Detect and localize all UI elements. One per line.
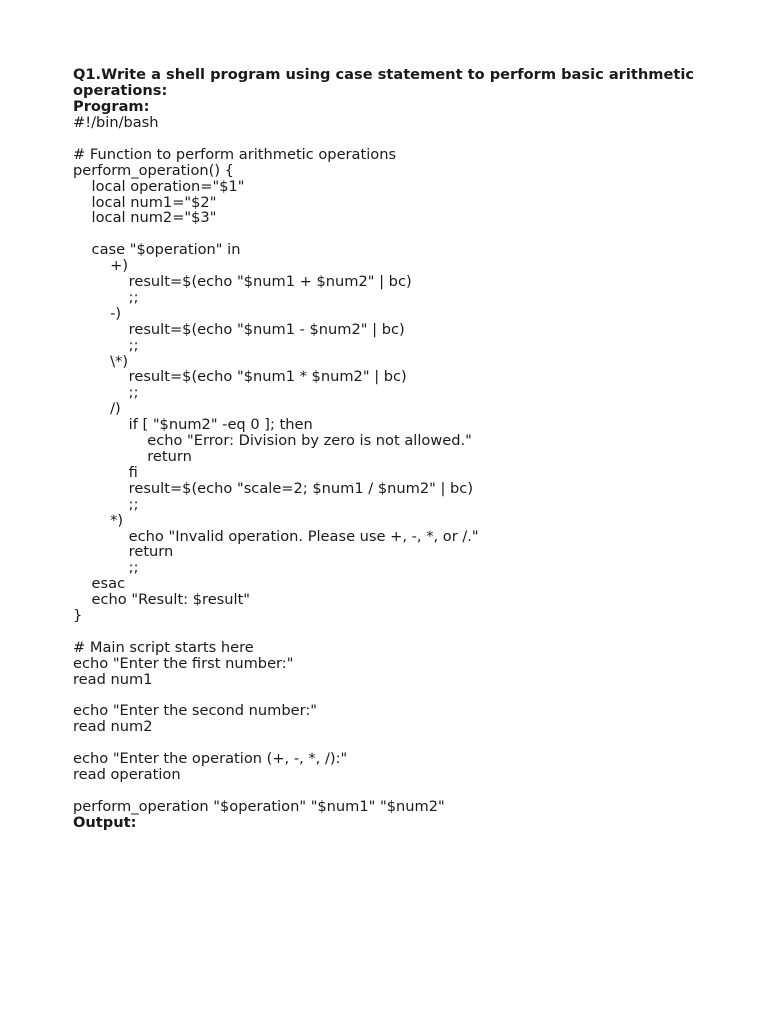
- code-line: return: [73, 448, 192, 465]
- document-page: [73, 67, 713, 831]
- code-line: [73, 783, 713, 799]
- code-line: [73, 735, 713, 751]
- output-label: Output:: [73, 813, 137, 831]
- code-line: ;;: [73, 559, 139, 577]
- code-line: [73, 624, 713, 640]
- code-line: result=$(echo "$num1 - $num2" | bc): [73, 320, 405, 338]
- code-line: local operation="$1": [73, 177, 245, 195]
- code-block: [73, 115, 713, 815]
- question-heading: Q1.Write a shell program using case statement to perform basic arithmetic operations:: [73, 66, 694, 99]
- code-line: +): [73, 257, 129, 275]
- code-line: result=$(echo "scale=2; $num1 / $num2" | bc): [73, 479, 474, 497]
- code-line: echo "Enter the second number:": [73, 702, 317, 720]
- code-line: local num2="$3": [73, 209, 217, 227]
- code-line: perform_operation "$operation" "$num1" "$num2": [73, 797, 445, 815]
- code-line: result=$(echo "$num1 * $num2" | bc): [73, 368, 407, 386]
- code-line: local num1="$2": [73, 193, 217, 211]
- code-line: }: [73, 607, 83, 625]
- code-line: [73, 688, 713, 704]
- code-line: echo "Invalid operation. Please use +, -, *, or /.": [73, 527, 479, 545]
- code-line: perform_operation() {: [73, 161, 234, 179]
- code-line: read num1: [73, 670, 153, 688]
- code-line: return: [73, 543, 174, 561]
- code-line: # Main script starts here: [73, 638, 254, 656]
- code-line: echo "Enter the first number:": [73, 654, 294, 672]
- code-line: *): [73, 511, 124, 529]
- code-line: case "$operation" in: [73, 241, 241, 259]
- code-line: -): [73, 304, 122, 322]
- code-line: read operation: [73, 766, 181, 784]
- code-line: read num2: [73, 718, 153, 736]
- code-line: ;;: [73, 336, 139, 354]
- code-line: echo "Error: Division by zero is not allowed.": [73, 432, 472, 450]
- code-line: ;;: [73, 495, 139, 513]
- code-line: [73, 131, 713, 147]
- code-line: echo "Enter the operation (+, -, *, /):": [73, 750, 348, 768]
- code-line: #!/bin/bash: [73, 114, 159, 131]
- code-line: ;;: [73, 288, 139, 306]
- program-label: Program:: [73, 98, 150, 115]
- code-line: fi: [73, 463, 138, 481]
- code-line: echo "Result: $result": [73, 591, 251, 609]
- code-line: /): [73, 400, 121, 418]
- code-line: esac: [73, 575, 126, 593]
- code-line: if [ "$num2" -eq 0 ]; then: [73, 416, 313, 434]
- code-line: [73, 226, 713, 242]
- code-line: ;;: [73, 384, 139, 402]
- code-line: \*): [73, 352, 129, 370]
- code-line: result=$(echo "$num1 + $num2" | bc): [73, 273, 412, 291]
- code-line: # Function to perform arithmetic operations: [73, 145, 397, 163]
